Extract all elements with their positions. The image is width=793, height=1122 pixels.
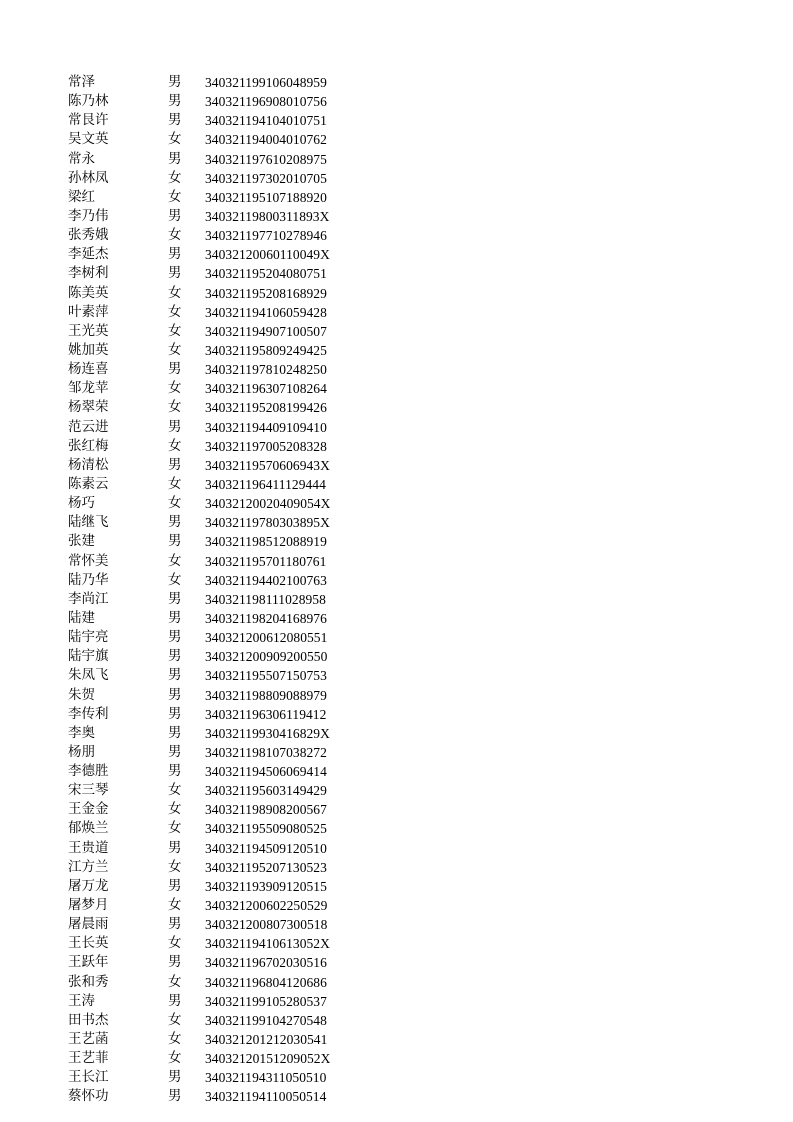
person-name: 王长英	[68, 935, 109, 952]
person-name: 屠晨雨	[68, 916, 109, 933]
table-row	[68, 839, 368, 858]
table-row	[68, 188, 368, 207]
table-row	[68, 724, 368, 743]
id-number: 340321201212030541	[205, 1032, 328, 1048]
person-gender: 男	[168, 648, 182, 665]
person-name: 朱贺	[68, 686, 95, 703]
person-name: 王长江	[68, 1069, 109, 1086]
table-row	[68, 1030, 368, 1049]
person-gender: 男	[168, 629, 182, 646]
person-name: 陆继飞	[68, 514, 109, 531]
table-row	[68, 858, 368, 877]
table-row	[68, 226, 368, 245]
person-gender: 女	[168, 169, 182, 186]
person-name: 张红梅	[68, 437, 109, 454]
id-number: 340321195208168929	[205, 285, 327, 301]
table-row	[68, 762, 368, 781]
id-number: 340321194110050514	[205, 1089, 327, 1105]
person-gender: 男	[168, 724, 182, 741]
person-name: 邹龙苹	[68, 380, 109, 397]
id-number: 340321195509080525	[205, 821, 327, 837]
table-row	[68, 973, 368, 992]
person-gender: 男	[168, 150, 182, 167]
table-row	[68, 647, 368, 666]
id-number: 340321194907100507	[205, 323, 327, 339]
id-number: 340321195603149429	[205, 783, 327, 799]
person-name: 陆宇亮	[68, 629, 109, 646]
person-name: 李奥	[68, 724, 95, 741]
id-number: 340321195207130523	[205, 859, 327, 875]
id-number: 340321194409109410	[205, 419, 327, 435]
table-row	[68, 418, 368, 437]
person-name: 陈乃林	[68, 93, 109, 110]
person-gender: 女	[168, 571, 182, 588]
person-gender: 男	[168, 533, 182, 550]
roster-table	[68, 73, 368, 1107]
id-number: 340321195204080751	[205, 266, 327, 282]
id-number: 340321194506069414	[205, 764, 327, 780]
table-row	[68, 590, 368, 609]
person-gender: 男	[168, 361, 182, 378]
person-gender: 男	[168, 74, 182, 90]
id-number: 340321194104010751	[205, 113, 327, 129]
person-name: 李乃伟	[68, 207, 109, 224]
id-number: 340321194402100763	[205, 572, 327, 588]
person-name: 田书杰	[68, 1011, 109, 1028]
table-row	[68, 437, 368, 456]
person-name: 陆乃华	[68, 571, 109, 588]
table-row	[68, 1049, 368, 1068]
id-number: 340321198908200567	[205, 802, 327, 818]
person-gender: 女	[168, 341, 182, 358]
person-gender: 女	[168, 227, 182, 244]
person-gender: 女	[168, 782, 182, 799]
person-name: 杨朋	[68, 743, 95, 760]
person-gender: 女	[168, 322, 182, 339]
table-row	[68, 73, 368, 92]
table-row	[68, 264, 368, 283]
table-row	[68, 475, 368, 494]
person-gender: 男	[168, 839, 182, 856]
id-number: 340321196702030516	[205, 955, 327, 971]
person-gender: 女	[168, 858, 182, 875]
table-row	[68, 360, 368, 379]
person-name: 吴文英	[68, 131, 109, 148]
id-number: 340321195208199426	[205, 400, 327, 416]
table-row	[68, 92, 368, 111]
person-name: 常艮许	[68, 112, 109, 129]
id-number: 340321198111028958	[205, 591, 326, 607]
id-number: 340321196804120686	[205, 974, 327, 990]
table-row	[68, 169, 368, 188]
id-number: 340321199104270548	[205, 1012, 327, 1028]
person-gender: 女	[168, 399, 182, 416]
person-name: 宋三琴	[68, 782, 109, 799]
person-name: 李延杰	[68, 246, 109, 263]
id-number: 340321199105280537	[205, 993, 327, 1009]
table-row	[68, 666, 368, 685]
id-number: 340321197710278946	[205, 228, 327, 244]
person-name: 张建	[68, 533, 95, 550]
table-row	[68, 532, 368, 551]
table-row	[68, 379, 368, 398]
person-gender: 男	[168, 514, 182, 531]
person-gender: 男	[168, 1069, 182, 1086]
person-name: 朱凤飞	[68, 667, 109, 684]
table-row	[68, 1068, 368, 1087]
table-row	[68, 150, 368, 169]
id-number: 34032119570606943X	[205, 457, 330, 473]
person-gender: 男	[168, 916, 182, 933]
id-number: 340321197005208328	[205, 438, 327, 454]
person-name: 李德胜	[68, 763, 109, 780]
table-row	[68, 456, 368, 475]
id-number: 34032119800311893X	[205, 208, 330, 224]
id-number: 340321193909120515	[205, 878, 327, 894]
id-number: 340321195701180761	[205, 553, 327, 569]
person-name: 孙林凤	[68, 169, 109, 186]
person-name: 李尚江	[68, 590, 109, 607]
person-name: 常怀美	[68, 552, 109, 569]
table-row	[68, 322, 368, 341]
person-name: 江方兰	[68, 858, 109, 875]
table-row	[68, 781, 368, 800]
person-name: 张秀娥	[68, 227, 109, 244]
table-row	[68, 992, 368, 1011]
person-name: 屠万龙	[68, 877, 109, 894]
id-number: 34032120020409054X	[205, 496, 331, 512]
person-gender: 男	[168, 992, 182, 1009]
id-number: 340321198809088979	[205, 687, 327, 703]
person-gender: 女	[168, 935, 182, 952]
person-name: 杨连喜	[68, 361, 109, 378]
person-name: 王金金	[68, 801, 109, 818]
id-number: 340321200602250529	[205, 898, 328, 914]
person-name: 陈美英	[68, 284, 109, 301]
person-name: 张和秀	[68, 973, 109, 990]
table-row	[68, 743, 368, 762]
person-gender: 男	[168, 246, 182, 263]
table-row	[68, 800, 368, 819]
person-name: 常泽	[68, 74, 95, 90]
person-name: 王艺菲	[68, 1050, 109, 1067]
table-row	[68, 609, 368, 628]
person-gender: 女	[168, 973, 182, 990]
table-row	[68, 571, 368, 590]
id-number: 340321197302010705	[205, 170, 327, 186]
person-gender: 男	[168, 418, 182, 435]
person-name: 王跃年	[68, 954, 109, 971]
person-name: 姚加英	[68, 341, 109, 358]
person-name: 郁焕兰	[68, 820, 109, 837]
table-row	[68, 130, 368, 149]
person-gender: 女	[168, 801, 182, 818]
id-number: 340321194106059428	[205, 304, 327, 320]
person-gender: 女	[168, 303, 182, 320]
person-gender: 女	[168, 820, 182, 837]
id-number: 340321197810248250	[205, 362, 327, 378]
person-name: 王涛	[68, 992, 95, 1009]
person-name: 范云进	[68, 418, 109, 435]
id-number: 340321196306119412	[205, 706, 327, 722]
id-number: 340321199106048959	[205, 75, 327, 90]
id-number: 34032120151209052X	[205, 1051, 331, 1067]
table-row	[68, 1011, 368, 1030]
id-number: 340321197610208975	[205, 151, 327, 167]
person-name: 陆宇旗	[68, 648, 109, 665]
person-gender: 男	[168, 93, 182, 110]
person-name: 陈素云	[68, 475, 109, 492]
id-number: 340321196908010756	[205, 94, 327, 110]
person-name: 杨清松	[68, 456, 109, 473]
table-row	[68, 398, 368, 417]
person-gender: 男	[168, 743, 182, 760]
id-number: 340321194004010762	[205, 132, 327, 148]
table-row	[68, 819, 368, 838]
id-number: 340321194311050510	[205, 1070, 327, 1086]
person-gender: 男	[168, 686, 182, 703]
table-row	[68, 552, 368, 571]
id-number: 340321195809249425	[205, 342, 327, 358]
person-gender: 男	[168, 954, 182, 971]
person-gender: 女	[168, 1050, 182, 1067]
id-number: 340321195107188920	[205, 189, 327, 205]
person-name: 叶素萍	[68, 303, 109, 320]
table-row	[68, 111, 368, 130]
person-gender: 男	[168, 877, 182, 894]
person-gender: 男	[168, 265, 182, 282]
person-gender: 男	[168, 667, 182, 684]
person-name: 王光英	[68, 322, 109, 339]
id-number: 340321196307108264	[205, 381, 327, 397]
person-name: 屠梦月	[68, 897, 109, 914]
table-row	[68, 303, 368, 322]
table-row	[68, 705, 368, 724]
person-gender: 男	[168, 763, 182, 780]
person-gender: 女	[168, 380, 182, 397]
person-name: 杨巧	[68, 495, 95, 512]
table-row	[68, 896, 368, 915]
table-row	[68, 1087, 368, 1106]
person-gender: 女	[168, 495, 182, 512]
person-name: 梁红	[68, 188, 95, 205]
person-gender: 女	[168, 1011, 182, 1028]
table-row	[68, 494, 368, 513]
table-row	[68, 341, 368, 360]
person-gender: 女	[168, 437, 182, 454]
person-gender: 男	[168, 112, 182, 129]
person-gender: 男	[168, 456, 182, 473]
id-number: 34032120060110049X	[205, 247, 330, 263]
table-row	[68, 513, 368, 532]
person-name: 王艺菡	[68, 1031, 109, 1048]
person-name: 陆建	[68, 609, 95, 626]
person-gender: 女	[168, 188, 182, 205]
table-row	[68, 953, 368, 972]
person-gender: 女	[168, 552, 182, 569]
person-gender: 女	[168, 897, 182, 914]
id-number: 340321198107038272	[205, 744, 327, 760]
id-number: 340321200612080551	[205, 630, 328, 646]
table-row	[68, 245, 368, 264]
table-row	[68, 284, 368, 303]
table-row	[68, 915, 368, 934]
person-name: 李传利	[68, 705, 109, 722]
person-gender: 女	[168, 1031, 182, 1048]
table-row	[68, 934, 368, 953]
person-name: 王贵道	[68, 839, 109, 856]
table-row	[68, 207, 368, 226]
table-row	[68, 686, 368, 705]
id-number: 340321198204168976	[205, 610, 327, 626]
table-row	[68, 628, 368, 647]
id-number: 340321194509120510	[205, 840, 327, 856]
person-name: 蔡怀功	[68, 1088, 109, 1105]
id-number: 340321195507150753	[205, 668, 327, 684]
person-gender: 男	[168, 1088, 182, 1105]
id-number: 34032119930416829X	[205, 725, 330, 741]
person-gender: 男	[168, 705, 182, 722]
person-name: 李树利	[68, 265, 109, 282]
id-number: 340321196411129444	[205, 476, 326, 492]
person-gender: 女	[168, 131, 182, 148]
id-number: 34032119410613052X	[205, 936, 330, 952]
person-gender: 女	[168, 475, 182, 492]
id-number: 340321198512088919	[205, 534, 327, 550]
person-gender: 女	[168, 284, 182, 301]
person-name: 常永	[68, 150, 95, 167]
person-gender: 男	[168, 609, 182, 626]
id-number: 340321200909200550	[205, 649, 328, 665]
person-gender: 男	[168, 207, 182, 224]
id-number: 34032119780303895X	[205, 515, 330, 531]
id-number: 340321200807300518	[205, 917, 328, 933]
person-gender: 男	[168, 590, 182, 607]
person-name: 杨翠荣	[68, 399, 109, 416]
table-row	[68, 877, 368, 896]
